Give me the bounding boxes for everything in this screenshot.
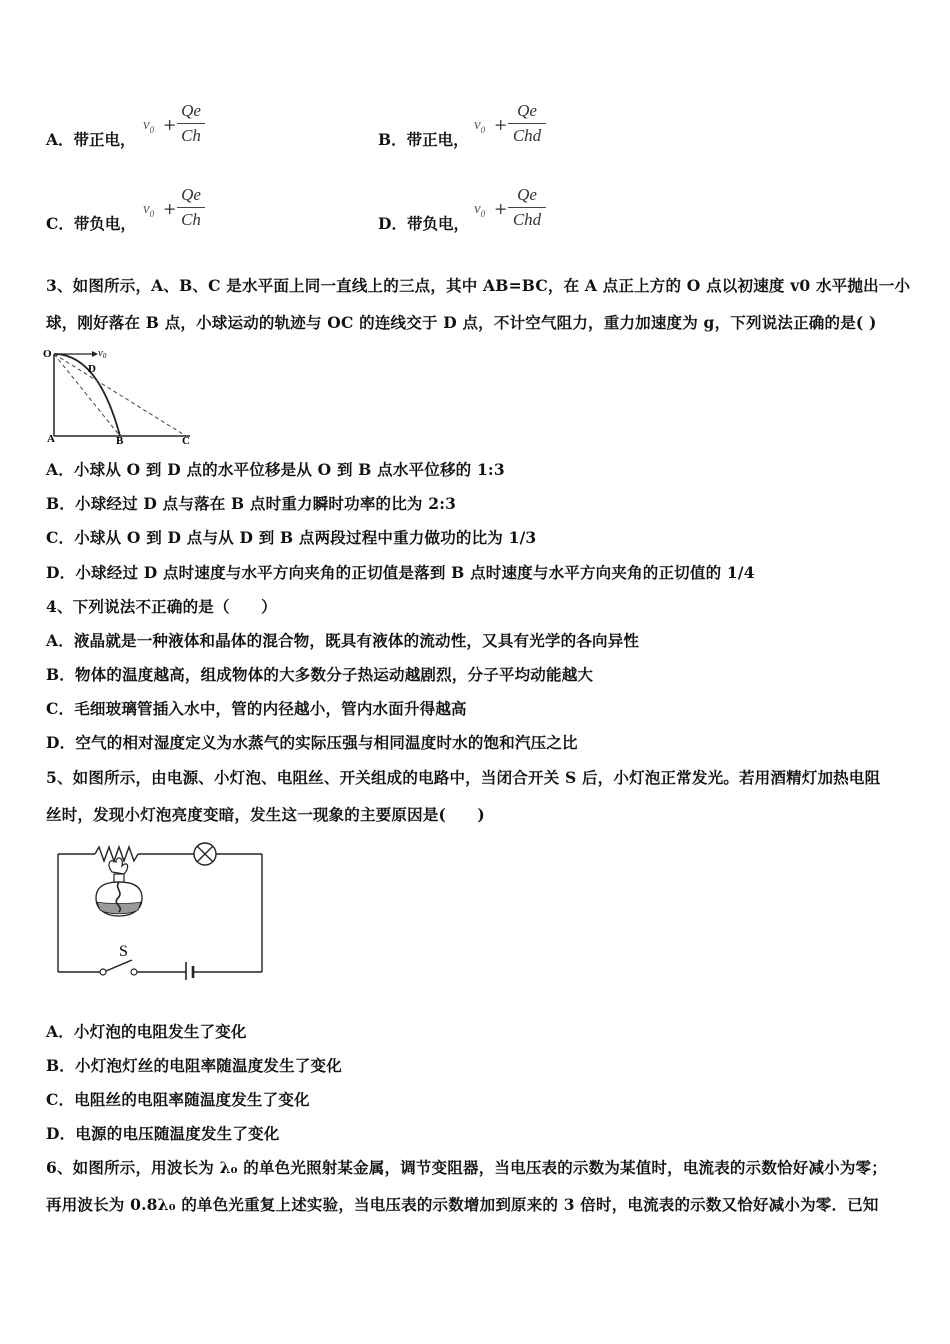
q2-option-c-fraction: $\frac{Qe}{Ch}$	[177, 185, 205, 230]
q3-label-o: O	[43, 348, 52, 360]
q2-option-a-plus: +	[163, 115, 177, 134]
q3-option-d: D．小球经过 D 点时速度与水平方向夹角的正切值是落到 B 点时速度与水平方向夹角的正切值的 1/4	[46, 563, 755, 582]
q2-option-b-fraction: Qe Chd	[508, 101, 546, 146]
q2-option-c-plus: +	[163, 199, 177, 218]
q4-option-a: A．液晶就是一种液体和晶体的混合物，既具有液体的流动性，又具有光学的各向异性	[46, 631, 640, 650]
q5-switch-terminal-left	[100, 969, 106, 975]
q5-option-a: A．小灯泡的电阻发生了变化	[46, 1022, 247, 1041]
q3-projectile-diagram	[40, 342, 200, 444]
q3-option-c: C．小球从 O 到 D 点与从 D 到 B 点两段过程中重力做功的比为 1/3	[46, 528, 537, 547]
q4-option-d: D．空气的相对湿度定义为水蒸气的实际压强与相同温度时水的饱和汽压之比	[46, 733, 578, 752]
q3-stem-line1: 3、如图所示，A、B、C 是水平面上同一直线上的三点，其中 AB=BC，在 A 点正上方的 O 点以初速度 v0 水平抛出一小	[46, 276, 911, 295]
q3-option-a: A．小球从 O 到 D 点的水平位移是从 O 到 B 点水平位移的 1:3	[46, 460, 505, 479]
q5-circuit-diagram	[50, 838, 270, 980]
q6-stem-line1: 6、如图所示，用波长为 λ₀ 的单色光照射某金属，调节变阻器，当电压表的示数为某值时，电流表的示数恰好减小为零；	[46, 1158, 887, 1177]
q2-option-d-plus: +	[494, 199, 508, 218]
q3-label-c: C	[182, 435, 190, 444]
q2-option-b-plus: +	[494, 115, 508, 134]
q2-option-a-fraction: $\frac{Qe}{Ch}$	[177, 101, 205, 146]
q5-option-c: C．电阻丝的电阻率随温度发生了变化	[46, 1090, 310, 1109]
q2-option-a-label: A．带正电，	[46, 130, 136, 149]
q3-dashed-ob	[54, 354, 120, 436]
q2-option-d-fraction: Qe Chd	[508, 185, 546, 230]
q5-switch-label: S	[119, 943, 128, 960]
q3-stem-line2: 球，刚好落在 B 点，小球运动的轨迹与 OC 的连线交于 D 点，不计空气阻力，重力加速度为 g，下列说法正确的是( )	[46, 313, 877, 332]
q5-stem-line2: 丝时，发现小灯泡亮度变暗，发生这一现象的主要原因是( )	[46, 805, 485, 824]
q5-switch-terminal-right	[131, 969, 137, 975]
q2-option-c-label: C．带负电，	[46, 214, 136, 233]
q4-option-c: C．毛细玻璃管插入水中，管的内径越小，管内水面升得越高	[46, 699, 467, 718]
q2-option-c-v0: $v_0$	[143, 201, 155, 219]
q4-option-b: B．物体的温度越高，组成物体的大多数分子热运动越剧烈，分子平均动能越大	[46, 665, 594, 684]
q2-option-a-v0: $v_0$	[143, 117, 155, 135]
q3-dashed-oc	[54, 354, 186, 436]
q5-switch-icon	[106, 960, 132, 971]
q3-option-b: B．小球经过 D 点与落在 B 点时重力瞬时功率的比为 2:3	[46, 494, 457, 513]
q5-option-d: D．电源的电压随温度发生了变化	[46, 1124, 280, 1143]
q5-option-b: B．小灯泡灯丝的电阻率随温度发生了变化	[46, 1056, 342, 1075]
q3-label-v0: v0	[98, 347, 107, 360]
q2-option-d-label: D．带负电，	[378, 214, 469, 233]
q2-option-d-v0: $v_0$	[474, 201, 486, 219]
q2-option-b-label: B．带正电，	[378, 130, 469, 149]
q4-stem: 4、下列说法不正确的是（ ）	[46, 597, 277, 616]
q6-stem-line2: 再用波长为 0.8λ₀ 的单色光重复上述实验，当电压表的示数增加到原来的 3 倍时，电流表的示数又恰好减小为零．已知	[46, 1195, 879, 1214]
q5-stem-line1: 5、如图所示，由电源、小灯泡、电阻丝、开关组成的电路中，当闭合开关 S 后，小灯泡正常发光。若用酒精灯加热电阻	[46, 768, 881, 787]
q3-label-b: B	[116, 435, 124, 444]
q3-label-d: D	[88, 363, 96, 375]
q3-label-a: A	[47, 433, 55, 444]
q2-option-b-v0: $v_0$	[474, 117, 486, 135]
q5-alcohol-lamp-icon	[96, 858, 142, 916]
